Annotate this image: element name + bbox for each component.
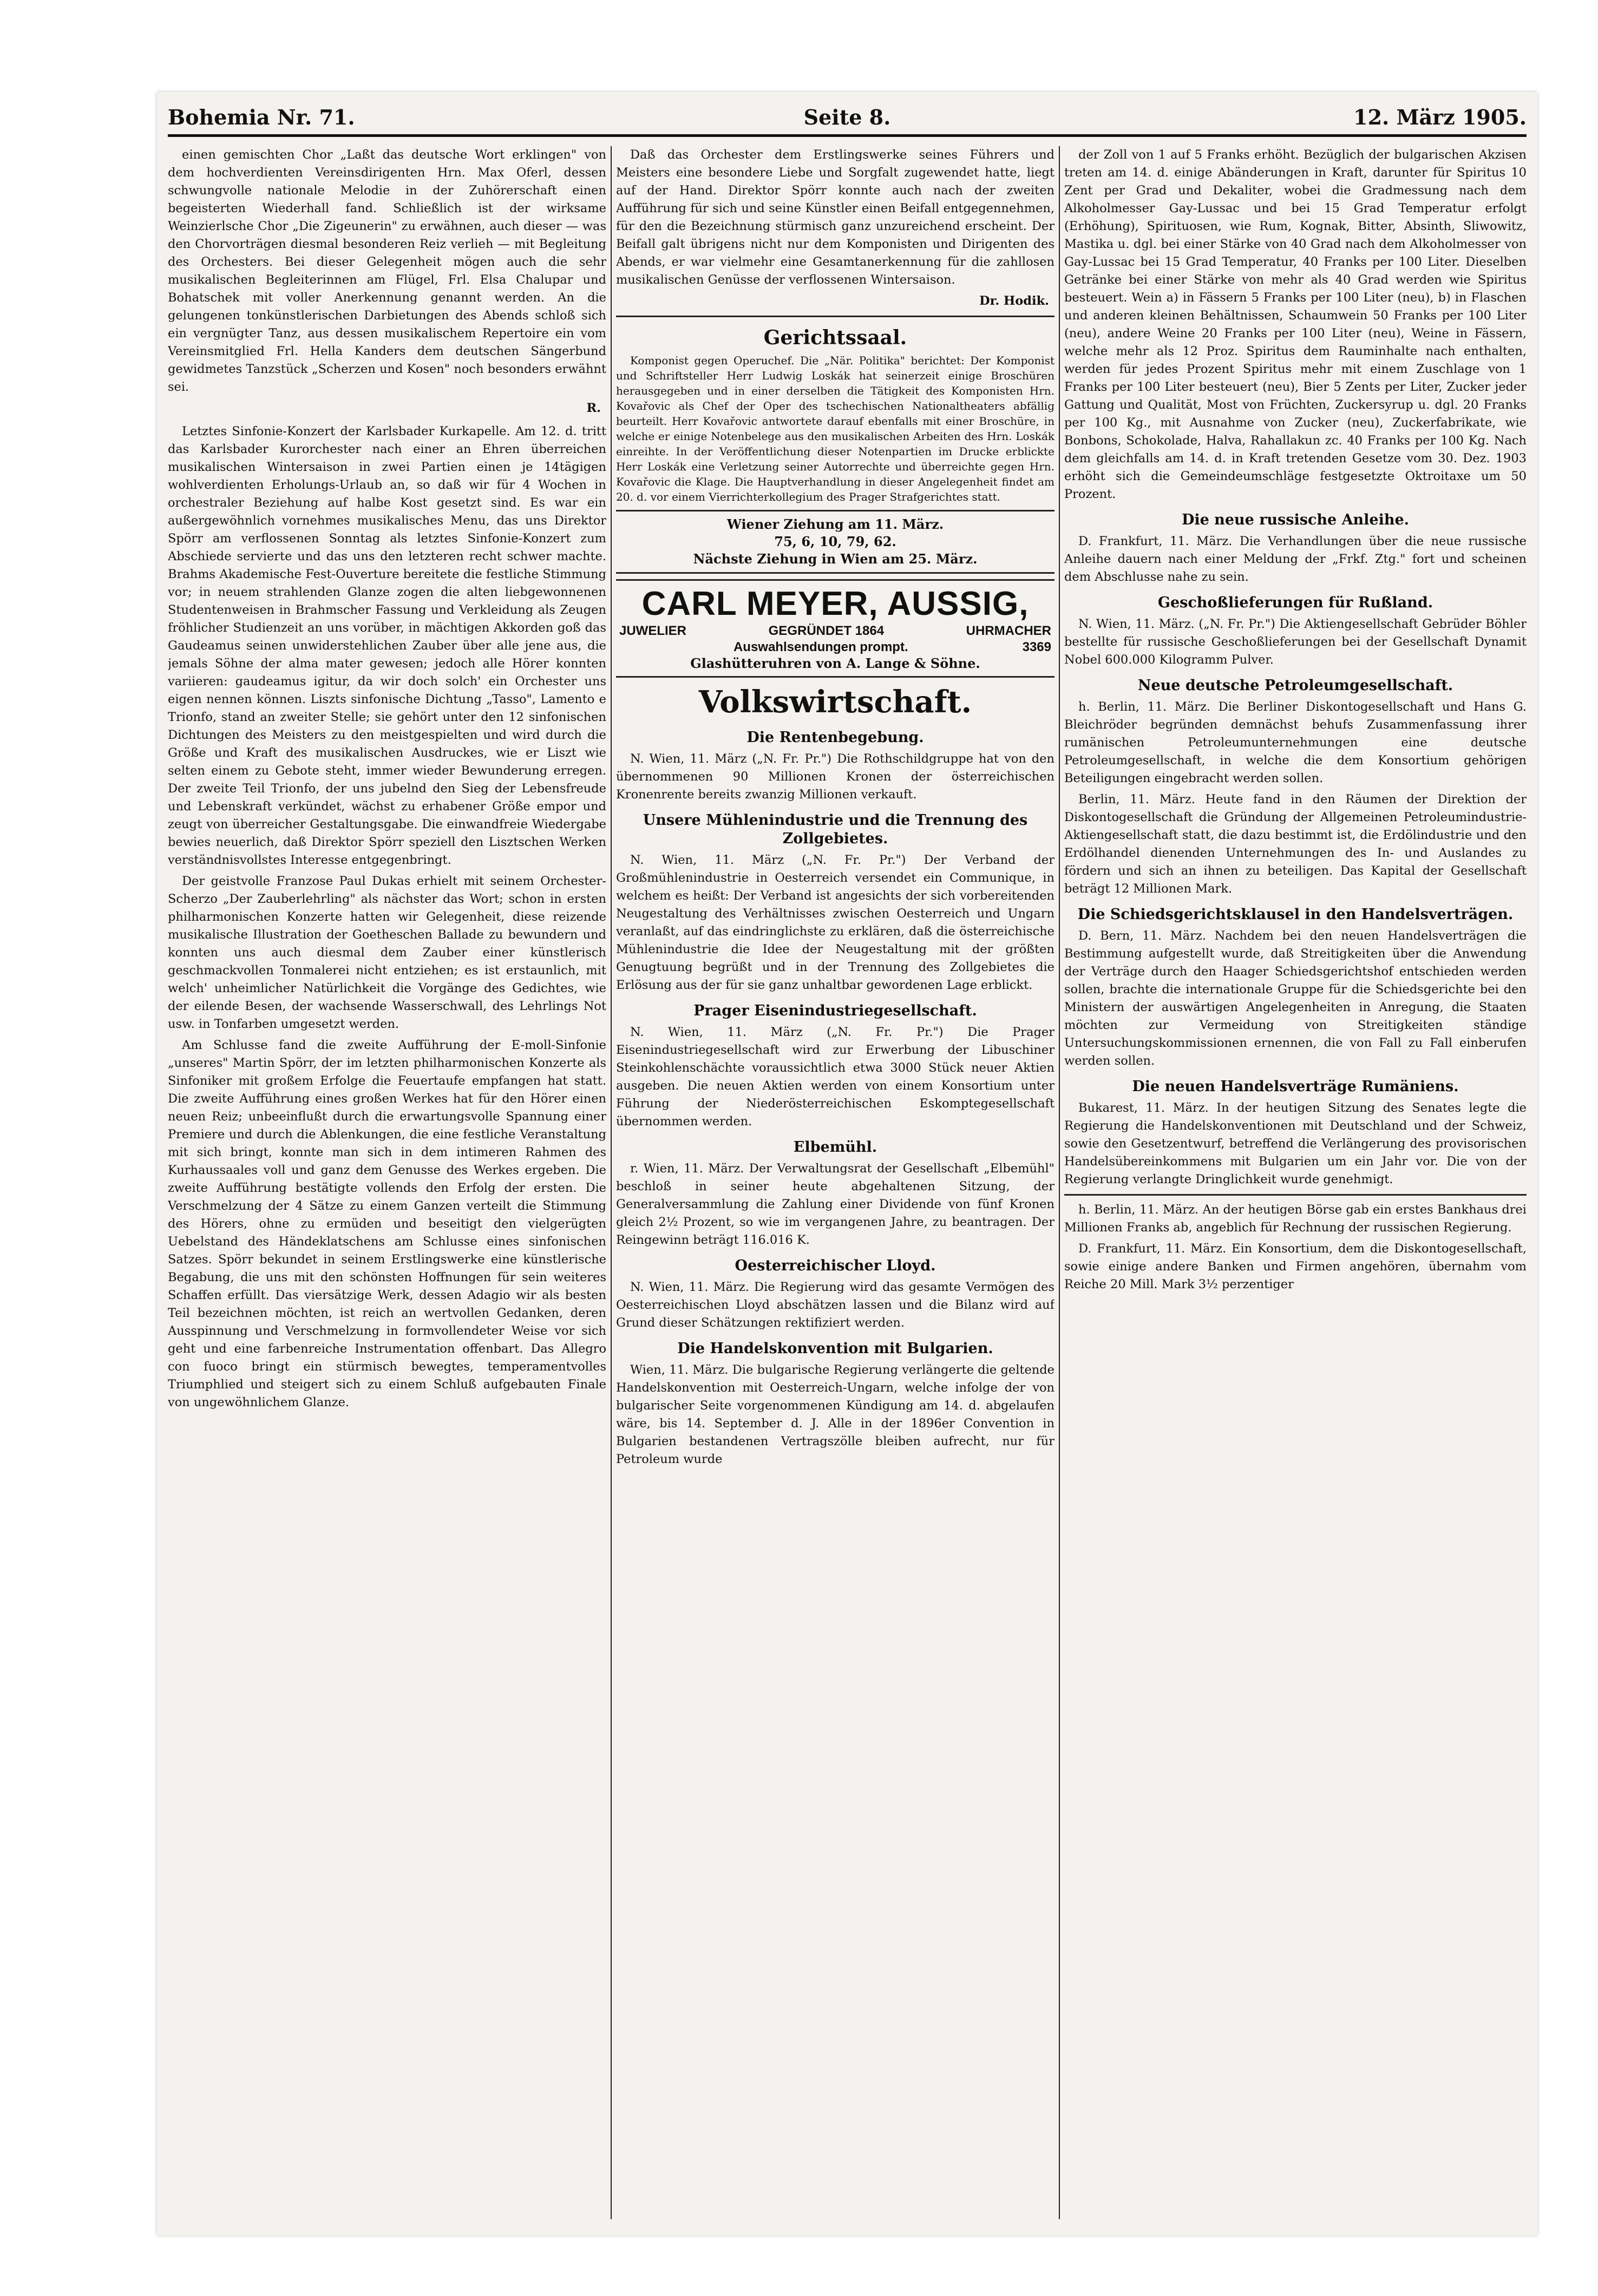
article-paragraph: Daß das Orchester dem Erstlingswerke seines Führers und Meisters eine besondere Liebe und Sorgfalt zugewendet hatte, liegt auf der Hand. Direktor Spörr konnte auch nach der zweiten Aufführung für sich und seine Künstler einen Beifall entgegennehmen, für den die Bezeichnung stürmisch ganz unzureichend erscheint. Der Beifall galt übrigens nicht nur dem Komponisten und Dirigenten des Abends, er war vielmehr eine Gesamtanerkennung für die zahllosen musikalischen Genüsse der verflossenen Wintersaison. [616, 148, 1055, 287]
ad-line: Auswahlsendungen prompt. [733, 640, 908, 654]
article-paragraph: Komponist gegen Operuchef. Die „När. Politika" berichtet: Der Komponist und Schriftsteller Herr Ludwig Loskák hat seinerzeit einige Broschüren herausgegeben und in einer derselben die Tätigkeit des Komponisten Hrn. Kovařovic als Chef der Oper des tschechischen Nationaltheaters abfällig beurteilt. Herr Kovařovic antwortete darauf ebenfalls mit einer Broschüre, in welche er einige Notenbelege aus den musikalischen Arbeiten des Hrn. Loskák einreihte. In der Veröffentlichung dieser Notenpartien im Drucke erblickte Herr Loskák eine Verletzung seiner Autorrechte und überreichte gegen Hrn. Kovařovic die Klage. Die Hauptverhandlung in dieser Angelegenheit findet am 20. d. vor einem Vierrichterkollegium des Prager Strafgerichtes statt. [616, 354, 1055, 503]
article-signature: R. [586, 401, 601, 415]
article-paragraph: Wien, 11. März. Die bulgarische Regierung verlängerte die geltende Handelskonvention mit Oesterreich-Ungarn, welche infolge der von bulgarischer Seite vorgenommenen Kündigung am 14. d. abgelaufen wäre, bis 14. September d. J. Alle in der 1896er Convention in Bulgarien bestandenen Vertragszölle bleiben aufrecht, nur für Petroleum wurde [616, 1363, 1055, 1466]
ad-line: Glashütteruhren von A. Lange & Söhne. [690, 655, 980, 671]
ad-title: CARL MEYER, AUSSIG, [641, 585, 1029, 622]
ad-founded: GEGRÜNDET 1864 [768, 624, 885, 638]
article-paragraph: N. Wien, 11. März. („N. Fr. Pr.") Die Aktiengesellschaft Gebrüder Böhler bestellte für russische Geschoßlieferungen bei der Gesellschaft Dynamit Nobel 600.000 Kilogramm Pulver. [1064, 617, 1527, 667]
column-3 [1064, 146, 1527, 2219]
article-paragraph: h. Berlin, 11. März. An der heutigen Börse gab ein erstes Bankhaus drei Millionen Franks ab, angeblich für Rechnung der russischen Regierung. [1064, 1203, 1527, 1235]
article-signature: Dr. Hodik. [979, 294, 1049, 308]
section-rule [1064, 1194, 1527, 1196]
section-heading: Gerichtssaal. [763, 326, 907, 349]
article-paragraph: N. Wien, 11. März. Die Regierung wird das gesamte Vermögen des Oesterreichischen Lloyd abschätzen lassen und die Bilanz wird auf Grund dieser Schätzungen rektifiziert werden. [616, 1280, 1055, 1330]
article-heading: Geschoßlieferungen für Rußland. [1157, 594, 1433, 611]
article-heading: Die Handelskonvention mit Bulgarien. [677, 1340, 993, 1357]
lottery-numbers: 75, 6, 10, 79, 62. [774, 534, 896, 549]
newspaper-page [157, 92, 1537, 2235]
column-1 [168, 146, 606, 2219]
article-paragraph: D. Bern, 11. März. Nachdem bei den neuen Handelsverträgen die Bestimmung aufgestellt wurde, daß Streitigkeiten über die Anwendung der Verträge durch den Haager Schiedsgerichtshof entschieden werden sollen, brachte die internationale Gruppe für die Schiedsgerichte bei den Ministern der auswärtigen Angelegenheiten in Anregung, die Staaten möchten zur Vermeidung von Streitigkeiten ständige Untersuchungskommissionen ernennen, die von Fall zu Fall einberufen werden sollen. [1064, 929, 1527, 1068]
article-paragraph: der Zoll von 1 auf 5 Franks erhöht. Bezüglich der bulgarischen Akzisen treten am 14. d. einige Abänderungen in Kraft, darunter für Spiritus 10 Zent per Grad und Dekaliter, wobei die Gradmessung nach dem Alkoholmesser Gay-Lussac und bei 15 Grad Temperatur erfolgt (Erhöhung), Spirituosen, wie Rum, Kognak, Bitter, Absinth, Sliwowitz, Mastika u. dgl. bei einer Stärke von 40 Grad nach dem Alkoholmesser von Gay-Lussac bei 15 Grad Temperatur, 40 Franks per 100 Liter. Dieselben Getränke bei einer Stärke von mehr als 40 Grad werden wie Spiritus besteuert. Wein a) in Fässern 5 Franks per 100 Liter (neu), b) in Flaschen und anderen kleinen Behältnissen, Schaumwein 50 Franks per 100 Liter (neu), andere Weine 20 Franks per 100 Liter (neu), Weine in Fässern, welche mehr als 12 Proz. Spiritus dem Rauminhalte nach enthalten, werden für jedes Prozent Spiritus mehr mit einem Zuschlage von 1 Franks per 100 Liter besteuert (neu), Bier 5 Zents per Liter, Zucker jeder Gattung und Qualität, Most von Früchten, Zuckersyrup u. dgl. 20 Franks per 100 Kg., mit Ausnahme von Zucker (neu), Zuckerfabrikate, wie Bonbons, Schokolade, Halva, Rahallakun zc. 40 Franks per 100 Kg. Nach dem gleichfalls am 14. d. in Kraft tretenden Gesetze vom 30. Dez. 1903 erhöht sich die Gemeindeumschläge festgesetzte Oktroitaxe um 50 Prozent. [1064, 148, 1527, 501]
article-paragraph: Letztes Sinfonie-Konzert der Karlsbader Kurkapelle. Am 12. d. tritt das Karlsbader Kurorchester nach einer an Ehren überreichen musikalischen Wintersaison in zwei Partien einen je 14tägigen wohlverdienten Erholungs-Urlaub an, so daß wir für 4 Wochen in orchestraler Beziehung auf halbe Kost gesetzt sind. Es war ein außergewöhnlich vornehmes musikalisches Menu, das uns Direktor Spörr am verflossenen Sonntag als letztes Sinfonie-Konzert zum Abschiede servierte und das uns den letzteren recht schwer machte. Brahms Akademische Fest-Ouverture bereitete die festliche Stimmung vor; in neuem strahlenden Glanze zogen die alten liebgewonnenen Studentenweisen in Brahmscher Fassung und Verkleidung als Zeugen fröhlicher Studienzeit an uns vorüber, in mächtigen Akkorden goß das Gaudeamus seinen unwiderstehlichen Zauber über alle jene aus, die jemals Söhne der alma mater gewesen; jedoch alle Hörer konnten variieren: gaudeamus igitur, da wir doch solch' ein Orchester uns eigen nennen können. Liszts sinfonische Dichtung „Tasso", Lamento e Trionfo, stand an zweiter Stelle; sie gehört unter den 12 sinfonischen Dichtungen des Meisters zu den meistgespielten und wird durch die Größe und Kraft des musikalischen Ausdruckes, wie er Liszt wie selten einem zu Gebote steht, immer wieder Bewunderung erregen. Der zweite Teil Trionfo, der uns jubelnd den Sieg der Lebensfreude und Lebenskraft verkündet, wächst zu erhabener Größe empor und zeugt von überreicher Gestaltungsgabe. Die einwandfreie Wiedergabe bewies neuerlich, daß Direktor Spörr speziell den Lisztschen Werken verständnisvollstes Interesse entgegenbringt. [168, 424, 606, 867]
article-paragraph: D. Frankfurt, 11. März. Ein Konsortium, dem die Diskontogesellschaft, sowie einige andere Banken und Firmen angehören, übernahm vom Reiche 20 Mill. Mark 3½ perzentiger [1064, 1242, 1527, 1291]
article-heading: Die neuen Handelsverträge Rumäniens. [1132, 1078, 1459, 1095]
header-page-number: Seite 8. [803, 105, 891, 129]
header-masthead: Bohemia Nr. 71. [168, 105, 355, 129]
ad-number: 3369 [1022, 640, 1051, 654]
article-paragraph: Der geistvolle Franzose Paul Dukas erhielt mit seinem Orchester-Scherzo „Der Zauberlehrling" als nächster das Wort; schon in ersten philharmonischen Konzerte hatten wir Gelegenheit, diese reizende musikalische Illustration der Goetheschen Ballade zu bewundern und konnten uns auch diesmal dem Zauber einer künstlerisch geschmackvollen Tonmalerei nicht entziehen; es ist erstaunlich, mit welch' unheimlicher Natürlichkeit die Vorgänge des Gedichtes, wie der eilende Besen, der wachsende Wasserschwall, des Lehrlings Not usw. in Tonfarben umgesetzt werden. [168, 874, 606, 1031]
article-paragraph: Am Schlusse fand die zweite Aufführung der E-moll-Sinfonie „unseres" Martin Spörr, der im letzten philharmonischen Konzerte als Sinfoniker mit großem Erfolge die Feuertaufe empfangen hat statt. Die zweite Aufführung eines großen Werkes hat für den Hörer einen neuen Reiz; unbeeinflußt durch die erwartungsvolle Spannung einer Premiere und durch die Ablenkungen, die eine festliche Veranstaltung mit sich bringt, konnte man sich in dem intimeren Rahmen des Kurhaussaales voll und ganz dem Genusse des Werkes ergeben. Die zweite Aufführung bestätigte vollends den Erfolg der ersten. Die Verschmelzung der 4 Sätze zu einem Ganzen verteilt die Stimmung des Hörers, ohne zu ermüden und beseitigt den vielgerügten Uebelstand des Händeklatschens am Schlusse eines sinfonischen Satzes. Spörr bekundet in seinem Erstlingswerke eine künstlerische Begabung, die uns mit den schönsten Hoffnungen für sein weiteres Schaffen erfüllt. Das viersätzige Werk, dessen Adagio wir als besten Teil bezeichnen möchten, ist reich an wertvollen Gedanken, deren Ausspinnung und Verschmelzung in formvollendeter Weise vor sich geht und eine farbenreiche Instrumentation offenbart. Das Allegro con fuoco bringt ein stürmisch bewegtes, temperamentvolles Triumphlied und steigert sich zu einem Schluß aufgebauten Finale von ungewöhnlichem Glanze. [168, 1038, 606, 1409]
article-paragraph: einen gemischten Chor „Laßt das deutsche Wort erklingen" von dem hochverdienten Vereinsdirigenten Hrn. Max Oferl, dessen schwungvolle nationale Melodie in der Zuhörerschaft einen begeisterten Wiederhall fand. Schließlich ist der wirksame Weinzierlsche Chor „Die Zigeunerin" zu erwähnen, auch dieser — was den Chorvorträgen diesmal besonderen Reiz verlieh — mit Begleitung des Orchesters. Bei dieser Gelegenheit mögen auch die sehr musikalischen Begleiterinnen am Flügel, Frl. Elsa Chalupar und Bohatschek mit voller Anerkennung genannt werden. An die gelungenen tonkünstlerischen Darbietungen des Abends schloß sich ein vergnügter Tanz, aus dessen musikalischem Repertoire ein vom Vereinsmitglied Frl. Hella Kanders dem deutschen Sängerbund gewidmetes Tanzstück „Scherzen und Kosen" noch besonders erwähnt sei. [168, 148, 606, 394]
column-divider [611, 146, 612, 2219]
article-heading: Oesterreichischer Lloyd. [735, 1257, 936, 1274]
lottery-box [616, 510, 1055, 574]
ad-trade-left: JUWELIER [619, 624, 687, 638]
article-paragraph: r. Wien, 11. März. Der Verwaltungsrat der Gesellschaft „Elbemühl" beschloß in seiner heute abgehaltenen Sitzung, der Generalversammlung die Zahlung einer Dividende von fünf Kronen gleich 2½ Prozent, so wie im vergangenen Jahre, zu beantragen. Der Reingewinn beträgt 116.016 K. [616, 1162, 1055, 1247]
article-paragraph: D. Frankfurt, 11. März. Die Verhandlungen über die neue russische Anleihe dauern nach einer Meldung der „Frkf. Ztg." fort und scheinen dem Abschlusse nahe zu sein. [1064, 534, 1527, 584]
article-heading: Die Schiedsgerichtsklausel in den Handelsverträgen. [1077, 906, 1514, 923]
article-paragraph: N. Wien, 11. März („N. Fr. Pr.") Der Verband der Großmühlenindustrie in Oesterreich versendet ein Communique, in welchem es heißt: Der Verband ist angesichts der sich vorbereitenden Neugestaltung des Verhältnisses zwischen Oesterreich und Ungarn veranlaßt, auf das eindringlichste zu erklären, daß die österreichische Mühlenindustrie die Idee der Neugestaltung mit der größten Genugtuung begrüßt und in der Trennung des Zollgebietes die Erlösung aus der für sie ganz unhaltbar gewordenen Lage erblickt. [616, 853, 1055, 992]
lottery-title: Wiener Ziehung am 11. März. [726, 516, 944, 532]
article-heading: Prager Eisenindustriegesellschaft. [693, 1002, 977, 1019]
article-paragraph: N. Wien, 11. März („N. Fr. Pr.") Die Rothschildgruppe hat von den übernommenen 90 Millionen Kronen der österreichischen Kronenrente bereits zwanzig Millionen verkauft. [616, 752, 1055, 802]
advertisement [616, 579, 1055, 678]
article-heading: Neue deutsche Petroleumgesellschaft. [1137, 677, 1453, 694]
header-date: 12. März 1905. [1353, 105, 1527, 129]
article-paragraph: Bukarest, 11. März. In der heutigen Sitzung des Senates legte die Regierung die Handelskonventionen mit Deutschland und der Schweiz, sowie den Gesetzentwurf, betreffend die Verlängerung des provisorischen Handelsübereinkommens mit Bulgarien um ein Jahr vor. Die von der Regierung verlangte Dringlichkeit wurde genehmigt. [1064, 1101, 1527, 1186]
ad-trades [619, 623, 1051, 639]
ad-trade-right: UHRMACHER [966, 624, 1051, 638]
article-paragraph: N. Wien, 11. März („N. Fr. Pr.") Die Prager Eisenindustriegesellschaft wird zur Erwerbung der Libuschiner Steinkohlenschächte voraussichtlich etwa 3000 Stück neuer Aktien ausgeben. Die neuen Aktien werden von einem Konsortium unter Führung der Niederösterreichischen Eskomptegesellschaft übernommen werden. [616, 1025, 1055, 1129]
column-divider [1059, 146, 1060, 2219]
lottery-next: Nächste Ziehung in Wien am 25. März. [693, 551, 978, 567]
article-heading: Unsere Mühlenindustrie und die Trennung des Zollgebietes. [643, 812, 1028, 847]
article-heading: Die Rentenbegebung. [746, 729, 924, 746]
page-header [168, 103, 1527, 135]
header-rule [168, 134, 1527, 137]
section-heading: Volkswirtschaft. [698, 684, 972, 720]
article-heading: Die neue russische Anleihe. [1181, 511, 1410, 528]
article-paragraph: h. Berlin, 11. März. Die Berliner Diskontogesellschaft und Hans G. Bleichröder begründen demnächst behufs Zusammenfassung ihrer rumänischen Petroleumunternehmungen eine deutsche Petroleumgesellschaft, in welche die dem Konsortium gehörigen Beteiligungen eingebracht werden sollen. [1064, 700, 1527, 785]
column-2 [616, 146, 1055, 2219]
article-heading: Elbemühl. [793, 1139, 877, 1156]
article-paragraph: Berlin, 11. März. Heute fand in den Räumen der Direktion der Diskontogesellschaft die Gründung der Allgemeinen Petroleumindustrie-Aktiengesellschaft statt, die dazu bestimmt ist, die Erdölindustrie und den Erdölhandel dienenden Unternehmungen des In- und Auslandes zu fördern und sich an ihnen zu beteiligen. Das Kapital der Gesellschaft beträgt 12 Millionen Mark. [1064, 792, 1527, 896]
ad-sendungen-row [619, 639, 1051, 655]
section-rule [616, 316, 1055, 317]
